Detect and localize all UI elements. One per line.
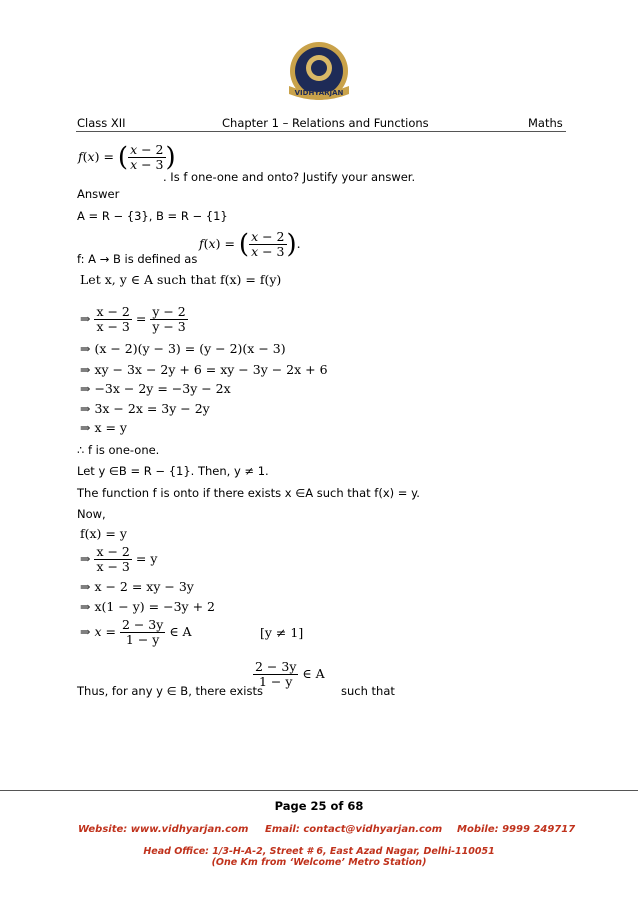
footer-rule — [0, 790, 638, 791]
office-landmark: (One Km from ‘Welcome’ Metro Station) — [211, 857, 427, 868]
o5-tail: ∈ A — [169, 623, 192, 639]
such-that: such that — [341, 684, 395, 698]
question-text: . Is f one-one and onto? Justify your answer. — [163, 170, 416, 184]
onto-step-1: f(x) = y — [80, 526, 127, 541]
page-number: Page 25 of 68 — [274, 799, 364, 813]
website-link[interactable]: Website: www.vidhyarjan.com — [78, 824, 249, 835]
step1-lhs-num: x − 2 — [96, 304, 130, 319]
step1-lhs-den: x − 3 — [96, 318, 130, 334]
step-4: ⇒ −3x − 2y = −3y − 2x — [80, 381, 231, 396]
o5-den: 1 − y — [125, 631, 160, 647]
step1-rhs-den: y − 3 — [152, 318, 186, 334]
onto-step-5: ⇒ x = $\frac{2 - 3y}{1 - y}$ ∈ A — [80, 617, 192, 647]
thus-num: 2 − 3y — [255, 659, 297, 674]
chapter-title: Chapter 1 – Relations and Functions — [222, 116, 429, 130]
sets-definition: A = R − {3}, B = R − {1} — [77, 209, 228, 223]
now-label: Now, — [77, 507, 106, 521]
step-1: ⇒ $\frac{x - 2}{x - 3}$ = $\frac{y - 2}{y - 3}$ — [80, 304, 186, 334]
header-rule — [76, 131, 566, 132]
logo-text: VIDHYARJAN — [294, 89, 344, 97]
thus-den: 1 − y — [258, 673, 293, 689]
question-function: f(x) = ( $\frac{x - 2}{x - 3}$ ) — [78, 142, 176, 173]
step-5: ⇒ 3x − 2x = 3y − 2y — [80, 401, 210, 416]
step-3: ⇒ xy − 3x − 2y + 6 = xy − 3y − 2x + 6 — [80, 362, 328, 377]
f-definition-text: f: A → B is defined as — [77, 252, 198, 266]
step-6: ⇒ x = y — [80, 420, 127, 435]
class-label: Class XII — [77, 116, 126, 130]
step1-rhs-num: y − 2 — [152, 304, 186, 319]
o2-num: x − 2 — [96, 544, 130, 559]
o5-cond: y ≠ 1 — [264, 625, 299, 640]
head-office: Head Office: 1/3-H-A-2, Street # 6, East Azad Nagar, Delhi-110051 — [143, 846, 495, 857]
email-link[interactable]: Email: contact@vidhyarjan.com — [265, 824, 443, 835]
step-2: ⇒ (x − 2)(y − 3) = (y − 2)(x − 3) — [80, 341, 286, 356]
condition-bracket: [y ≠ 1] — [260, 625, 304, 640]
one-one-conclusion: ∴ f is one-one. — [77, 443, 160, 457]
onto-condition: The function f is onto if there exists x ∈A such that f(x) = y. — [77, 486, 420, 500]
let-xy: Let x, y ∈ A such that f(x) = f(y) — [80, 272, 282, 287]
vidhyarjan-logo — [283, 38, 355, 110]
onto-step-3: ⇒ x − 2 = xy − 3y — [80, 579, 194, 594]
subject-label: Maths — [528, 116, 563, 130]
onto-step-2: ⇒ $\frac{x - 2}{x - 3}$ = y — [80, 544, 158, 574]
onto-step-4: ⇒ x(1 − y) = −3y + 2 — [80, 599, 215, 614]
o2-den: x − 3 — [96, 558, 130, 574]
thus-fraction — [253, 660, 325, 689]
let-y-text: Let y ∈B = R − {1}. Then, y ≠ 1. — [77, 464, 269, 478]
mobile-number: Mobile: 9999 249717 — [457, 824, 576, 835]
thus-tail: ∈ A — [302, 665, 325, 681]
thus-text: Thus, for any y ∈ B, there exists — [77, 684, 263, 698]
f-definition-math: f(x) = ( $\frac{x - 2}{x - 3}$ ). — [199, 229, 301, 260]
answer-label: Answer — [77, 187, 120, 201]
o2-rhs: = y — [135, 550, 158, 566]
o5-num: 2 − 3y — [121, 617, 164, 632]
